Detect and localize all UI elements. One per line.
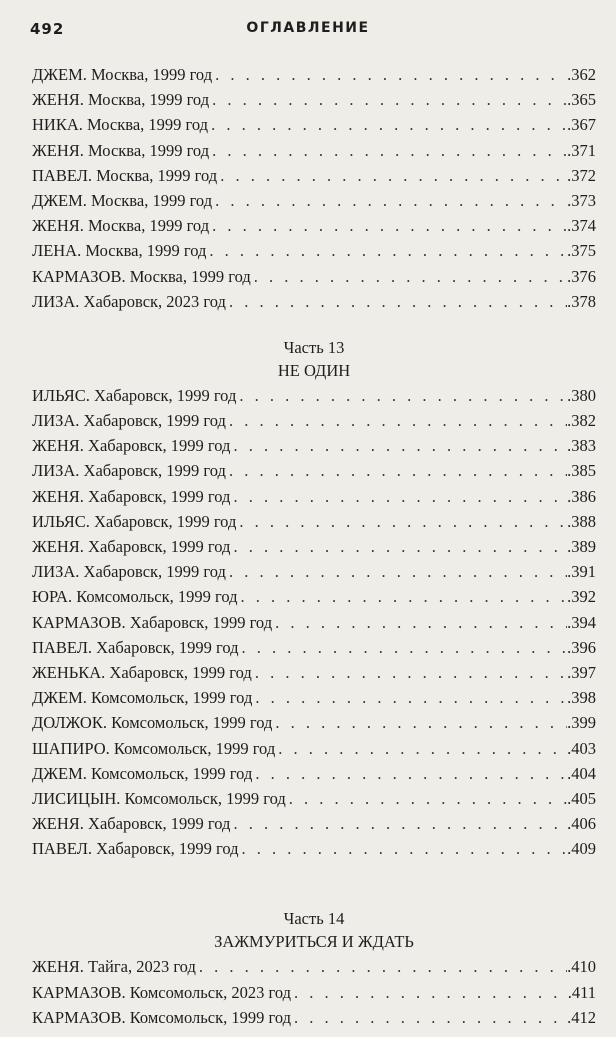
dot-leader [255,660,567,685]
toc-entry[interactable] [32,954,596,979]
toc-entry-page: .388 [567,511,596,531]
spacer [32,861,596,907]
toc-entry[interactable] [32,408,596,433]
toc-section-continued [32,62,596,314]
dot-leader [275,610,567,635]
toc-entry-title: ЛИЗА. Хабаровск, 1999 год [32,461,226,481]
toc-entry-title: ЛИЗА. Хабаровск, 1999 год [32,562,226,582]
toc-entry-title: ЖЕНЬКА. Хабаровск, 1999 год [32,662,252,682]
toc-entry[interactable] [32,584,596,609]
dot-leader [215,188,567,213]
dot-leader [239,509,567,534]
toc-entry[interactable] [32,264,596,289]
toc-entry-title: КАРМАЗОВ. Москва, 1999 год [32,266,251,286]
page-number: 492 [30,20,65,38]
toc-entry-page: .365 [567,90,596,110]
spacer [32,314,596,336]
toc-entry[interactable] [32,610,596,635]
dot-leader [215,62,567,87]
dot-leader [255,761,567,786]
toc-entry[interactable] [32,534,596,559]
toc-entry-title: ЖЕНЯ. Хабаровск, 1999 год [32,436,231,456]
toc-entry-page: .389 [567,537,596,556]
toc-entry[interactable] [32,980,596,1005]
dot-leader [233,484,567,509]
part-title: ЗАЖМУРИТЬСЯ И ЖДАТЬ [214,932,414,952]
dot-leader [242,836,568,861]
dot-leader [239,383,567,408]
toc-entry-page: .405 [567,788,596,808]
toc-entry[interactable] [32,112,596,137]
toc-entry[interactable] [32,1005,596,1030]
toc-entry-page: .374 [567,216,596,236]
part-title: НЕ ОДИН [277,360,351,380]
toc-entry[interactable] [32,836,596,861]
toc-entry[interactable] [32,559,596,584]
toc-entry[interactable] [32,761,596,786]
toc-entry-title: КАРМАЗОВ. Комсомольск, 1999 год [32,1007,292,1027]
toc-entry-title: ЛИЗА. Хабаровск, 2023 год [32,291,226,311]
toc-entry[interactable] [32,433,596,458]
toc-entry-title: ПАВЕЛ. Хабаровск, 1999 год [32,839,239,859]
toc-entry-page: .376 [567,266,596,286]
toc-entry-title: ШАПИРО. Комсомольск, 1999 год [32,738,276,758]
toc-entry-page: .410 [567,957,596,977]
toc-entry-page: .380 [567,385,596,405]
toc-entry-title: ЛИСИЦЫН. Комсомольск, 1999 год [32,788,286,808]
toc-entry-title: ЖЕНЯ. Москва, 1999 год [32,216,210,236]
toc-entry-page: .391 [567,562,596,582]
toc-entry-page: .375 [567,241,596,261]
toc-entry[interactable] [32,87,596,112]
toc-entry[interactable] [32,660,596,685]
toc-entry-page: .397 [567,662,596,682]
toc-entry[interactable] [32,509,596,534]
dot-leader [294,980,568,1005]
dot-leader [229,408,567,433]
toc-entry[interactable] [32,786,596,811]
running-title: ОГЛАВЛЕНИЕ [246,20,370,36]
toc-entry[interactable] [32,635,596,660]
dot-leader [229,458,567,483]
dot-leader [220,163,567,188]
toc-entry-title: ПАВЕЛ. Хабаровск, 1999 год [32,637,239,657]
toc-entry-title: ИЛЬЯС. Хабаровск, 1999 год [32,511,237,531]
toc-entry-title: КАРМАЗОВ. Хабаровск, 1999 год [32,612,273,632]
toc-part-13 [32,336,596,862]
dot-leader [233,534,567,559]
toc-entry-page: .409 [567,839,596,859]
toc-entry-title: ДЖЕМ. Москва, 1999 год [32,65,213,84]
dot-leader [229,559,567,584]
toc-entry[interactable] [32,188,596,213]
dot-leader [212,138,567,163]
dot-leader [278,736,567,761]
toc-entry[interactable] [32,138,596,163]
toc-entry-title: ДЖЕМ. Комсомольск, 1999 год [32,688,253,708]
toc-entry-page: .399 [567,713,596,733]
toc-entry[interactable] [32,213,596,238]
toc-entry[interactable] [32,458,596,483]
dot-leader [211,112,567,137]
dot-leader [209,238,567,263]
toc-entry-page: .386 [567,486,596,506]
toc-entry-page: .398 [567,688,596,708]
toc-entry[interactable] [32,163,596,188]
toc-entry-page: .394 [567,612,596,632]
toc-entry-page: .404 [567,763,596,783]
dot-leader [233,433,567,458]
toc-entry-title: ЖЕНЯ. Хабаровск, 1999 год [32,486,231,506]
dot-leader [254,264,567,289]
table-of-contents [32,62,596,1030]
toc-entry-title: ЖЕНЯ. Хабаровск, 1999 год [32,537,231,556]
toc-entry[interactable] [32,484,596,509]
toc-entry[interactable] [32,62,596,87]
toc-entry-title: КАРМАЗОВ. Комсомольск, 2023 год [32,982,292,1002]
toc-entry-page: .396 [567,637,596,657]
toc-entry-title: НИКА. Москва, 1999 год [32,115,209,135]
dot-leader [241,584,568,609]
dot-leader [275,710,567,735]
toc-entry-page: .373 [567,190,596,210]
toc-entry-title: ЖЕНЯ. Хабаровск, 1999 год [32,814,231,834]
toc-entry-title: ЛЕНА. Москва, 1999 год [32,241,207,261]
toc-entry-page: .372 [567,165,596,185]
toc-entry[interactable] [32,811,596,836]
toc-entry[interactable] [32,383,596,408]
toc-entry-page: .371 [567,140,596,160]
dot-leader [199,954,567,979]
toc-entry-page: .406 [567,814,596,834]
toc-entry-title: ЛИЗА. Хабаровск, 1999 год [32,411,226,431]
dot-leader [255,685,567,710]
toc-entry-page: .412 [567,1007,596,1027]
toc-entry-page: .383 [567,436,596,456]
toc-entry-title: ПАВЕЛ. Москва, 1999 год [32,165,218,185]
toc-entry[interactable] [32,736,596,761]
toc-entry[interactable] [32,289,596,314]
part-label: Часть 13 [283,337,345,357]
part-label: Часть 14 [283,909,345,929]
dot-leader [294,1005,567,1030]
page-header [30,20,586,44]
toc-entry[interactable] [32,238,596,263]
toc-entry-page: .392 [567,587,596,607]
toc-entry-title: ДЖЕМ. Комсомольск, 1999 год [32,763,253,783]
dot-leader [229,289,567,314]
toc-entry-title: ЖЕНЯ. Москва, 1999 год [32,90,210,110]
toc-entry-page: .411 [567,982,596,1002]
toc-entry-page: .403 [567,738,596,758]
toc-entry-title: ДОЛЖОК. Комсомольск, 1999 год [32,713,273,733]
toc-entry-page: .385 [567,461,596,481]
toc-entry-title: ИЛЬЯС. Хабаровск, 1999 год [32,385,237,405]
dot-leader [242,635,568,660]
toc-part-14 [32,907,596,1030]
toc-entry-page: .378 [567,291,596,311]
toc-entry-title: ЖЕНЯ. Москва, 1999 год [32,140,210,160]
toc-entry-title: ЮРА. Комсомольск, 1999 год [32,587,238,607]
toc-entry-title: ЖЕНЯ. Тайга, 2023 год [32,957,196,977]
dot-leader [233,811,567,836]
toc-entry[interactable] [32,710,596,735]
toc-entry-page: .382 [567,411,596,431]
toc-entry[interactable] [32,685,596,710]
toc-entry-page: .367 [567,115,596,135]
toc-entry-page: .362 [567,65,596,84]
toc-entry-title: ДЖЕМ. Москва, 1999 год [32,190,213,210]
dot-leader [212,87,567,112]
dot-leader [289,786,567,811]
dot-leader [212,213,567,238]
